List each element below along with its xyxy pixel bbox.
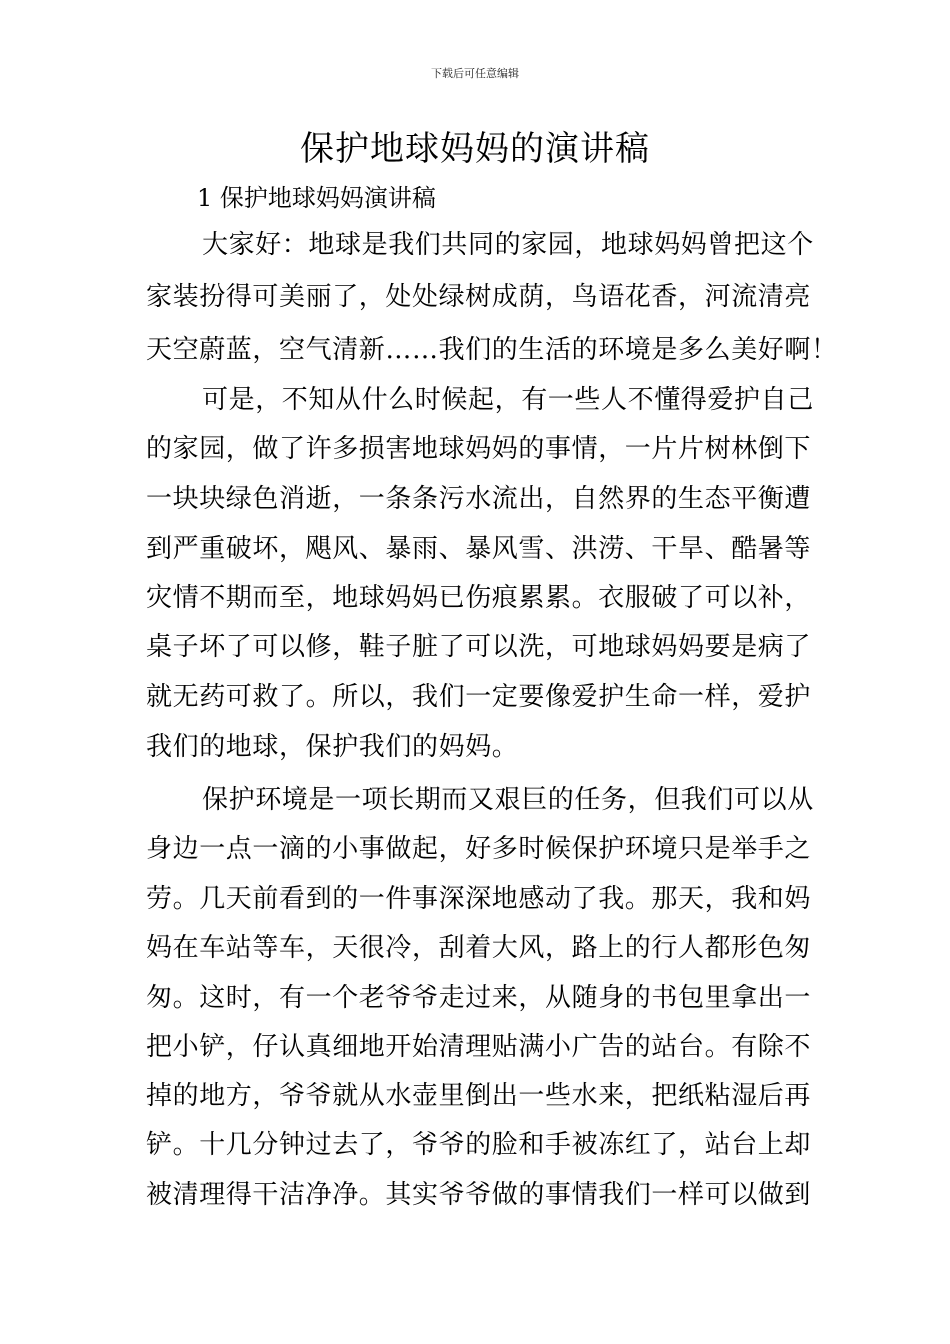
paragraph-2-line-3: 一块块绿色消逝，一条条污水流出，自然界的生态平衡遭 bbox=[146, 484, 812, 514]
paragraph-3-line-8: 铲。十几分钟过去了，爷爷的脸和手被冻红了，站台上却 bbox=[146, 1130, 812, 1160]
paragraph-1-line-2: 家装扮得可美丽了，处处绿树成荫，鸟语花香，河流清亮 bbox=[146, 282, 812, 312]
paragraph-3-line-7: 掉的地方，爷爷就从水壶里倒出一些水来，把纸粘湿后再 bbox=[146, 1081, 812, 1111]
paragraph-3-line-6: 把小铲，仔认真细地开始清理贴满小广告的站台。有除不 bbox=[146, 1032, 812, 1062]
paragraph-2-line-7: 就无药可救了。所以，我们一定要像爱护生命一样，爱护 bbox=[146, 682, 812, 712]
paragraph-1-line-1: 大家好：地球是我们共同的家园，地球妈妈曾把这个 bbox=[202, 230, 814, 260]
document-title: 保护地球妈妈的演讲稿 bbox=[300, 129, 650, 169]
paragraph-2-line-6: 桌子坏了可以修，鞋子脏了可以洗，可地球妈妈要是病了 bbox=[146, 632, 812, 662]
paragraph-3-line-3: 劳。几天前看到的一件事深深地感动了我。那天，我和妈 bbox=[146, 884, 812, 914]
header-note: 下载后可任意编辑 bbox=[431, 67, 519, 80]
paragraph-2-line-1: 可是，不知从什么时候起，有一些人不懂得爱护自己 bbox=[202, 385, 814, 415]
paragraph-3-line-1: 保护环境是一项长期而又艰巨的任务，但我们可以从 bbox=[202, 785, 814, 815]
paragraph-2-line-4: 到严重破坏，飓风、暴雨、暴风雪、洪涝、干旱、酷暑等 bbox=[146, 534, 812, 564]
paragraph-2-line-8: 我们的地球，保护我们的妈妈。 bbox=[146, 732, 519, 762]
section-subheading: 1 保护地球妈妈演讲稿 bbox=[197, 184, 436, 212]
paragraph-3-line-9: 被清理得干洁净净。其实爷爷做的事情我们一样可以做到 bbox=[146, 1180, 812, 1210]
paragraph-2-line-5: 灾情不期而至，地球妈妈已伤痕累累。衣服破了可以补， bbox=[146, 583, 812, 613]
paragraph-3-line-2: 身边一点一滴的小事做起，好多时候保护环境只是举手之 bbox=[146, 834, 812, 864]
paragraph-3-line-5: 匆。这时，有一个老爷爷走过来，从随身的书包里拿出一 bbox=[146, 983, 812, 1013]
paragraph-1-line-3: 天空蔚蓝，空气清新……我们的生活的环境是多么美好啊！ bbox=[146, 335, 838, 365]
paragraph-2-line-2: 的家园，做了许多损害地球妈妈的事情，一片片树林倒下 bbox=[146, 434, 812, 464]
paragraph-3-line-4: 妈在车站等车，天很冷，刮着大风，路上的行人都形色匆 bbox=[146, 933, 812, 963]
